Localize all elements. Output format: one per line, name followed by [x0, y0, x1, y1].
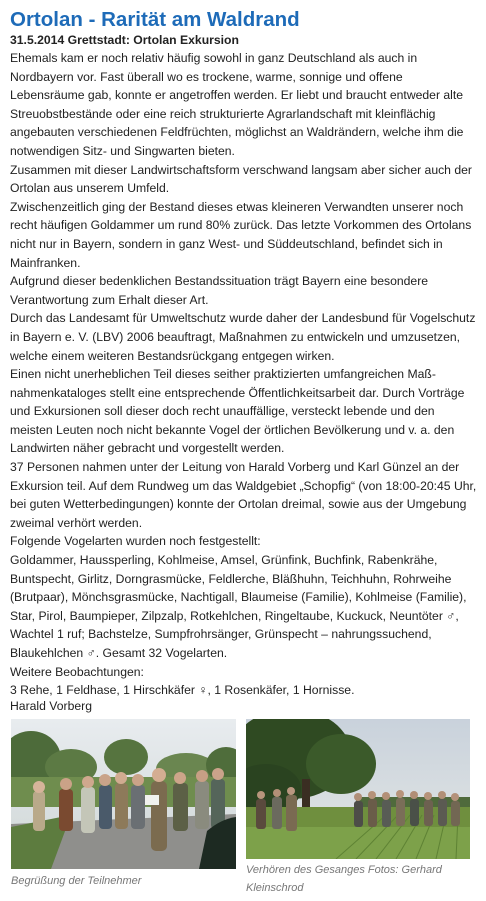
article-paragraph: Weitere Beobachtungen: — [10, 664, 144, 679]
photo-caption: Verhören des Gesanges Fotos: Gerhard Kleinschrod — [246, 864, 442, 894]
article-paragraph: Goldammer, Haussperling, Kohlmeise, Amsel, Grünfink, Buchfink, Rabenkrähe, Buntspecht, Girlitz, Dorngrasmücke, Feldlerche, Bläßhuhn, Teichhuhn, Rohrweihe (Brutpaar), Mönchsgrasmücke, Nachtigall, Blaumeise (Familie), Kohlmeise (Familie), Star, Pirol, Baumpieper, Zilpzalp, Rotkehlchen, Ringeltaube, Kuckuck, Neuntöter ♂, Wachtel 1 ruf; Bachstelze, Sumpfrohrsänger, Grünspecht – nahrungssuchend, Blaukehlchen ♂. Gesamt 32 Vogelarten. — [10, 553, 467, 660]
photo-greeting-image — [11, 719, 236, 869]
article-subtitle: 31.5.2014 Grettstadt: Ortolan Exkursion — [10, 33, 239, 47]
article-body — [10, 49, 480, 700]
photo-greeting-participants[interactable] — [11, 719, 236, 869]
article-paragraph: Einen nicht unerheblichen Teil dieses seither praktizierten umfangreichen Maß-nahmenkataloges stellt eine entsprechende Öffentlichkeitsarbeit dar. Durch Vorträge und Exkursionen soll dieser doch recht unauffällige, versteckt lebende und den meisten Leuten noch nicht bekannte Vogel der örtlichen Bevölkerung und v. a. den Landwirten näher gebracht und vorgestellt werden. — [10, 367, 465, 456]
article-paragraph: 37 Personen nahmen unter der Leitung von Harald Vorberg und Karl Günzel an der Exkursion teil. Auf dem Rundweg um das Waldgebiet „Schopfig“ (von 18:00-20:45 Uhr, bei guten Wetterbedingungen) konnte der Ortolan dreimal, sowie aus der Umgebung zweimal verhört werden. — [10, 460, 477, 530]
article-paragraph: Zusammen mit dieser Landwirtschaftsform verschwand langsam aber sicher auch der Ortolan aus unserem Umfeld. — [10, 162, 472, 196]
photo-listening-song[interactable] — [246, 719, 470, 859]
article-paragraph: Aufgrund dieser bedenklichen Bestandssituation trägt Bayern eine besondere Verantwortung zum Erhalt dieser Art. — [10, 274, 429, 307]
article-paragraph: 3 Rehe, 1 Feldhase, 1 Hirschkäfer ♀, 1 Rosenkäfer, 1 Hornisse. — [10, 683, 355, 698]
photo-listening-image — [246, 719, 470, 859]
article-paragraph: Durch das Landesamt für Umweltschutz wurde daher der Landesbund für Vogelschutz in Bayern e. V. (LBV) 2006 beauftragt, Maßnahmen zu entwickeln und umzusetzen, welche einem weiteren Bestandsrückgang entgegen wirken. — [10, 311, 476, 363]
article-paragraph: Folgende Vogelarten wurden noch festgestellt: — [10, 534, 261, 549]
article-paragraph: Zwischenzeitlich ging der Bestand dieses etwas kleineren Verwandten unserer noch recht häufigen Goldammer um rund 80% zurück. Das letzte Vorkommen des Ortolans nicht nur in Bayern, sondern in ganz West- und Süddeutschland, befindet sich in Mainfranken. — [10, 199, 472, 270]
article-paragraph: Ehemals kam er noch relativ häufig sowohl in ganz Deutschland als auch in Nordbayern vor. Fast überall wo es trockene, warme, sonnige und offene Lebensräume gab, konnte er angetroffen werden. Er liebt und braucht entweder alte Streuobstbestände oder eine reich strukturierte Agrarlandschaft mit kleinflächig angebauten verschiedenen Feldfrüchten, möglichst an Waldrändern, welche ihm die notwendigen Sitz- und Singwarten bieten. — [10, 51, 464, 158]
photo-caption: Begrüßung der Teilnehmer — [11, 875, 142, 887]
author-name: Harald Vorberg — [10, 699, 92, 713]
page-title: Ortolan - Rarität am Waldrand — [10, 8, 300, 31]
